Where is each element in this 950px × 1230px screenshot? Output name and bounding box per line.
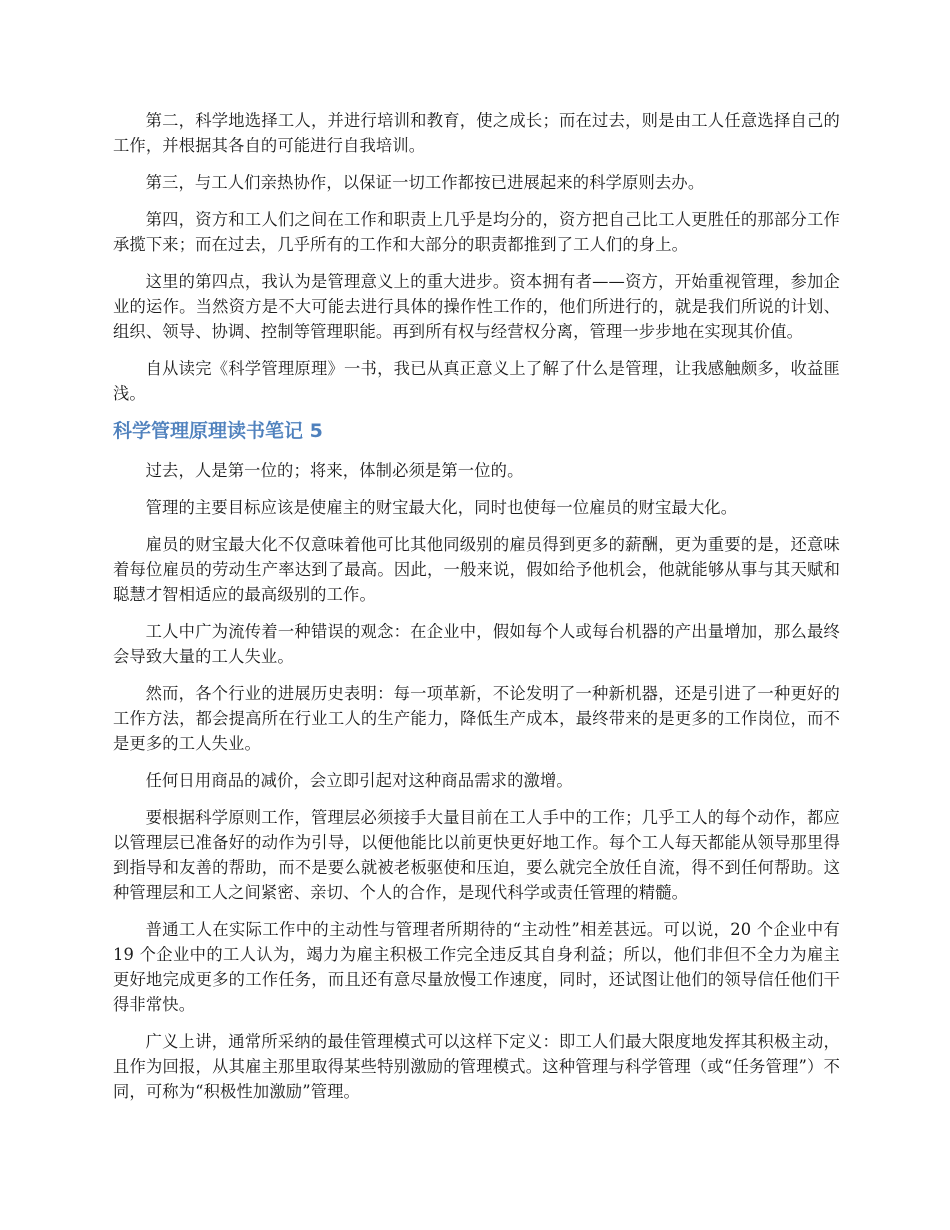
paragraph: 雇员的财宝最大化不仅意味着他可比其他同级别的雇员得到更多的薪酬，更为重要的是，还意味着每位雇员的劳动生产率达到了最高。因此，一般来说，假如给予他机会，他就能够从事与其天赋和聪慧才智相适应的最高级别的工作。 [113,535,840,604]
paragraph: 第三，与工人们亲热协作，以保证一切工作都按已进展起来的科学原则去办。 [145,173,705,192]
paragraph: 要根据科学原则工作，管理层必须接手大量目前在工人手中的工作；几乎工人的每个动作，都应以管理层已准备好的动作为引导，以便他能比以前更快更好地工作。每个工人每天都能从领导那里得到指导和友善的帮助，而不是要么就被老板驱使和压迫，要么就完全放任自流，得不到任何帮助。这种管理层和工人之间紧密、亲切、个人的合作，是现代科学或责任管理的精髓。 [113,808,840,902]
section-heading: 科学管理原理读书笔记 5 [113,420,323,442]
document-page [113,108,840,1116]
paragraph: 工人中广为流传着一种错误的观念：在企业中，假如每个人或每台机器的产出量增加，那么最终会导致大量的工人失业。 [113,622,840,666]
paragraph: 第二，科学地选择工人，并进行培训和教育，使之成长；而在过去，则是由工人任意选择自己的工作，并根据其各自的可能进行自我培训。 [113,111,840,155]
paragraph: 过去，人是第一位的；将来，体制必须是第一位的。 [145,461,524,480]
paragraph: 普通工人在实际工作中的主动性与管理者所期待的“主动性”相差甚远。可以说，20 个企业中有 19 个企业中的工人认为，竭力为雇主积极工作完全违反其自身利益；所以，他们非但不全力为雇主更好地完成更多的工作任务，而且还有意尽量放慢工作速度，同时，还试图让他们的领导信任他们干得非常快。 [113,920,840,1014]
paragraph: 这里的第四点，我认为是管理意义上的重大进步。资本拥有者——资方，开始重视管理，参加企业的运作。当然资方是不大可能去进行具体的操作性工作的，他们所进行的，就是我们所说的计划、组织、领导、协调、控制等管理职能。再到所有权与经营权分离，管理一步步地在实现其价值。 [113,272,840,341]
paragraph: 管理的主要目标应该是使雇主的财宝最大化，同时也使每一位雇员的财宝最大化。 [145,498,738,517]
paragraph: 然而，各个行业的进展历史表明：每一项革新，不论发明了一种新机器，还是引进了一种更好的工作方法，都会提高所在行业工人的生产能力，降低生产成本，最终带来的是更多的工作岗位，而不是更多的工人失业。 [113,684,840,753]
paragraph: 广义上讲，通常所采纳的最佳管理模式可以这样下定义：即工人们最大限度地发挥其积极主动，且作为回报，从其雇主那里取得某些特别激励的管理模式。这种管理与科学管理（或“任务管理”）不同，可称为“积极性加激励”管理。 [113,1032,840,1101]
paragraph: 任何日用商品的减价，会立即引起对这种商品需求的激增。 [145,771,573,790]
paragraph: 自从读完《科学管理原理》一书，我已从真正意义上了解了什么是管理，让我感触颇多，收益匪浅。 [113,359,840,403]
paragraph: 第四，资方和工人们之间在工作和职责上几乎是均分的，资方把自己比工人更胜任的那部分工作承揽下来；而在过去，几乎所有的工作和大部分的职责都推到了工人们的身上。 [113,210,840,254]
